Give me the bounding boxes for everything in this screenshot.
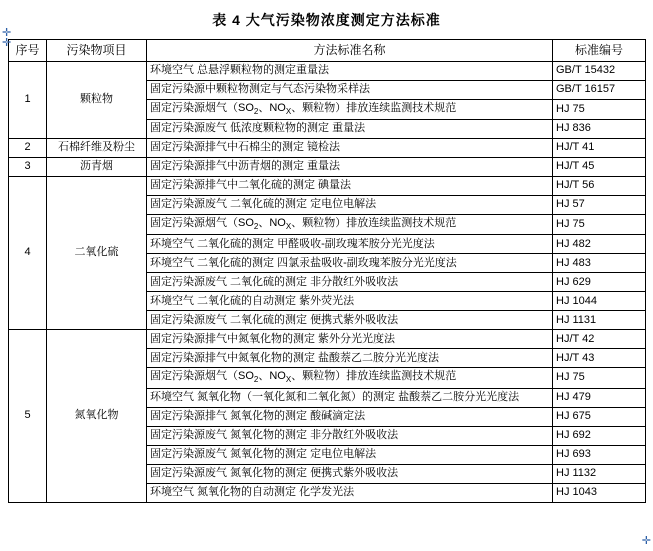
cell-method-name: 固定污染源废气 氮氧化物的测定 定电位电解法 [147, 445, 553, 464]
table-row [9, 330, 646, 349]
cell-pollutant-item: 二氧化硫 [47, 177, 147, 330]
cell-group-no: 2 [9, 139, 47, 158]
page-title: 表 4 大气污染物浓度测定方法标准 [212, 12, 441, 28]
table-row [9, 139, 646, 158]
cell-standard-code: HJ 1043 [553, 483, 646, 502]
table-header [9, 40, 646, 62]
cell-method-name: 环境空气 二氧化硫的自动测定 紫外荧光法 [147, 292, 553, 311]
cell-method-name: 环境空气 二氧化硫的测定 四氯汞盐吸收-副玫瑰苯胺分光光度法 [147, 254, 553, 273]
cell-method-name: 固定污染源废气 二氧化硫的测定 便携式紫外吸收法 [147, 311, 553, 330]
cell-pollutant-item: 石棉纤维及粉尘 [47, 139, 147, 158]
cell-method-name: 固定污染源排气中氮氧化物的测定 盐酸萘乙二胺分光光度法 [147, 349, 553, 368]
cell-pollutant-item: 氮氧化物 [47, 330, 147, 502]
crop-marker-icon: ✛ [641, 535, 651, 547]
cell-standard-code: HJ/T 45 [553, 158, 646, 177]
cell-method-name: 固定污染源烟气（$SO_2$、$NO_X$、颗粒物）排放连续监测技术规范 [147, 100, 553, 120]
cell-method-name: 环境空气 总悬浮颗粒物的测定重量法 [147, 62, 553, 81]
cell-method-name: 环境空气 氮氧化物（一氧化氮和二氧化氮）的测定 盐酸萘乙二胺分光光度法 [147, 388, 553, 407]
cell-standard-code: HJ/T 42 [553, 330, 646, 349]
table-row [9, 158, 646, 177]
cell-method-name: 固定污染源烟气（$SO_2$、$NO_X$、颗粒物）排放连续监测技术规范 [147, 368, 553, 388]
table-body [9, 62, 646, 503]
column-header-method: 方法标准名称 [147, 40, 553, 62]
cell-standard-code: HJ 1044 [553, 292, 646, 311]
cell-group-no: 5 [9, 330, 47, 502]
cell-method-name: 环境空气 二氧化硫的测定 甲醛吸收-副玫瑰苯胺分光光度法 [147, 235, 553, 254]
table-row [9, 62, 646, 81]
cell-standard-code: HJ 483 [553, 254, 646, 273]
cell-method-name: 固定污染源排气中氮氧化物的测定 紫外分光光度法 [147, 330, 553, 349]
cell-method-name: 固定污染源中颗粒物测定与气态污染物采样法 [147, 81, 553, 100]
cell-method-name: 固定污染源排气中二氧化硫的测定 碘量法 [147, 177, 553, 196]
cell-standard-code: HJ 75 [553, 368, 646, 388]
cell-standard-code: HJ 57 [553, 196, 646, 215]
cell-standard-code: HJ 75 [553, 215, 646, 235]
cell-method-name: 环境空气 氮氧化物的自动测定 化学发光法 [147, 483, 553, 502]
cell-method-name: 固定污染源烟气（$SO_2$、$NO_X$、颗粒物）排放连续监测技术规范 [147, 215, 553, 235]
cell-standard-code: GB/T 16157 [553, 81, 646, 100]
column-header-code: 标准编号 [553, 40, 646, 62]
cell-standard-code: GB/T 15432 [553, 62, 646, 81]
column-header-no: 序号 [9, 40, 47, 62]
cell-pollutant-item: 颗粒物 [47, 62, 147, 139]
cell-method-name: 固定污染源废气 氮氧化物的测定 便携式紫外吸收法 [147, 464, 553, 483]
cell-group-no: 4 [9, 177, 47, 330]
cell-standard-code: HJ 692 [553, 426, 646, 445]
table-container [0, 39, 653, 503]
cell-method-name: 固定污染源排气中沥青烟的测定 重量法 [147, 158, 553, 177]
cell-method-name: 固定污染源废气 低浓度颗粒物的测定 重量法 [147, 120, 553, 139]
cell-standard-code: HJ 1132 [553, 464, 646, 483]
table-header-row [9, 40, 646, 62]
cell-standard-code: HJ/T 43 [553, 349, 646, 368]
cell-method-name: 固定污染源废气 氮氧化物的测定 非分散红外吸收法 [147, 426, 553, 445]
cell-standard-code: HJ 479 [553, 388, 646, 407]
cell-standard-code: HJ 693 [553, 445, 646, 464]
cell-method-name: 固定污染源废气 二氧化硫的测定 非分散红外吸收法 [147, 273, 553, 292]
cell-standard-code: HJ 675 [553, 407, 646, 426]
cell-standard-code: HJ/T 56 [553, 177, 646, 196]
cell-standard-code: HJ/T 41 [553, 139, 646, 158]
column-header-item: 污染物项目 [47, 40, 147, 62]
cell-group-no: 1 [9, 62, 47, 139]
cell-method-name: 固定污染源废气 二氧化硫的测定 定电位电解法 [147, 196, 553, 215]
cell-standard-code: HJ 629 [553, 273, 646, 292]
cell-pollutant-item: 沥青烟 [47, 158, 147, 177]
cell-standard-code: HJ 75 [553, 100, 646, 120]
cell-group-no: 3 [9, 158, 47, 177]
cell-method-name: 固定污染源排气 氮氧化物的测定 酸碱滴定法 [147, 407, 553, 426]
table-row [9, 177, 646, 196]
crop-marker-icon: ✛ [2, 27, 12, 39]
cell-standard-code: HJ 1131 [553, 311, 646, 330]
pollutant-method-table [8, 39, 646, 503]
cell-method-name: 固定污染源排气中石棉尘的测定 镜检法 [147, 139, 553, 158]
crop-marker-icon: ✛ [2, 37, 12, 49]
cell-standard-code: HJ 836 [553, 120, 646, 139]
cell-standard-code: HJ 482 [553, 235, 646, 254]
